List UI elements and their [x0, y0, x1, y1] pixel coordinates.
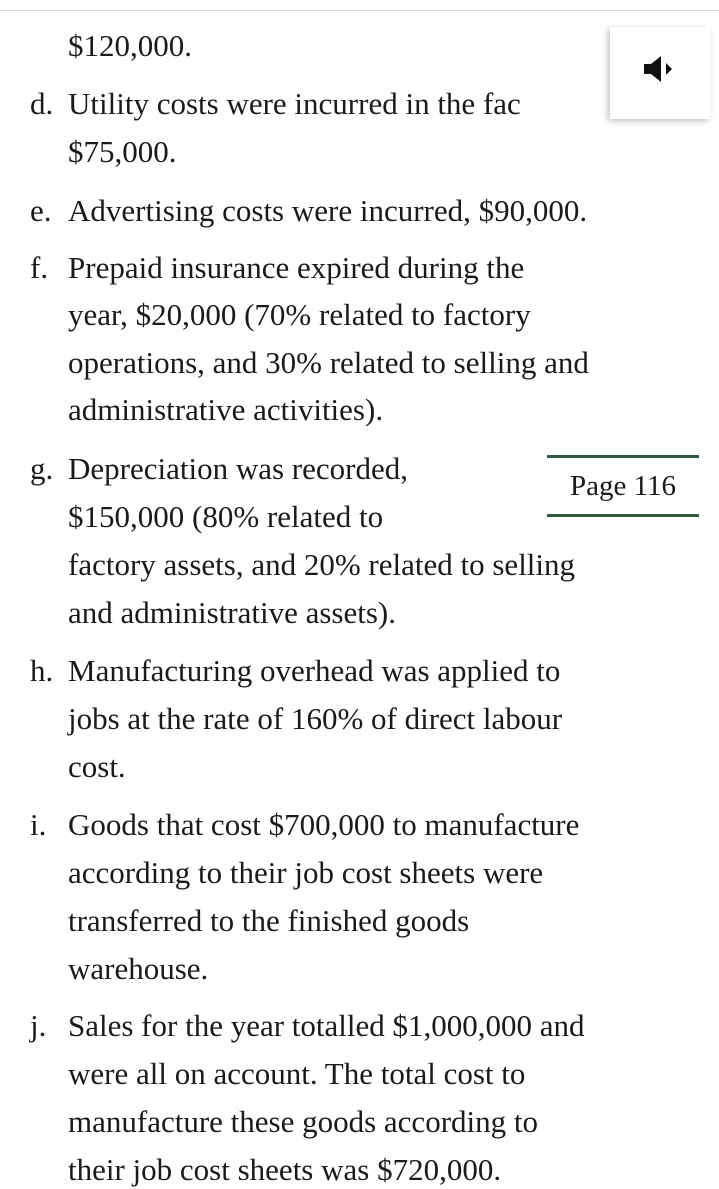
item-j-label: j. — [30, 1008, 47, 1043]
item-h-line-3: cost. — [68, 749, 126, 784]
item-h-label: h. — [30, 653, 54, 688]
page-marker-label: Page 116 — [569, 469, 677, 502]
item-d-label: d. — [30, 86, 54, 121]
item-h-line-2: jobs at the rate of 160% of direct labour — [68, 701, 563, 736]
item-j-line-4: their job cost sheets was $720,000. — [68, 1152, 502, 1187]
item-i-label: i. — [30, 807, 47, 842]
item-i-line-2: according to their job cost sheets were — [68, 855, 544, 890]
item-i-line-1: Goods that cost $700,000 to manufacture — [68, 807, 580, 842]
item-d-line-2: $75,000. — [68, 134, 177, 169]
item-g-line-4: and administrative assets). — [68, 595, 396, 630]
item-g-line-1: Depreciation was recorded, — [68, 451, 408, 486]
top-edge — [0, 0, 719, 11]
item-g-label: g. — [30, 451, 54, 486]
item-g-line-2: $150,000 (80% related to — [68, 499, 384, 534]
item-e-line-1: Advertising costs were incurred, $90,000. — [68, 193, 588, 228]
item-j-line-1: Sales for the year totalled $1,000,000 and — [68, 1008, 585, 1043]
item-f-label: f. — [30, 250, 49, 285]
item-j-line-2: were all on account. The total cost to — [68, 1056, 526, 1091]
item-f-line-2: year, $20,000 (70% related to factory — [68, 297, 531, 332]
page-marker — [547, 455, 699, 517]
item-c-continuation: $120,000. — [68, 28, 192, 63]
item-e-label: e. — [30, 193, 52, 228]
item-h-line-1: Manufacturing overhead was applied to — [68, 653, 561, 688]
item-f-line-1: Prepaid insurance expired during the — [68, 250, 525, 285]
audio-play-button[interactable] — [610, 27, 710, 119]
item-d-line-1: Utility costs were incurred in the fac — [68, 86, 521, 121]
item-f-line-3: operations, and 30% related to selling and — [68, 345, 589, 380]
item-i-line-4: warehouse. — [68, 951, 209, 986]
speaker-icon — [642, 54, 678, 92]
item-i-line-3: transferred to the finished goods — [68, 903, 470, 938]
item-f-line-4: administrative activities). — [68, 392, 384, 427]
item-j-line-3: manufacture these goods according to — [68, 1104, 538, 1139]
item-g-line-3: factory assets, and 20% related to selling — [68, 547, 576, 582]
